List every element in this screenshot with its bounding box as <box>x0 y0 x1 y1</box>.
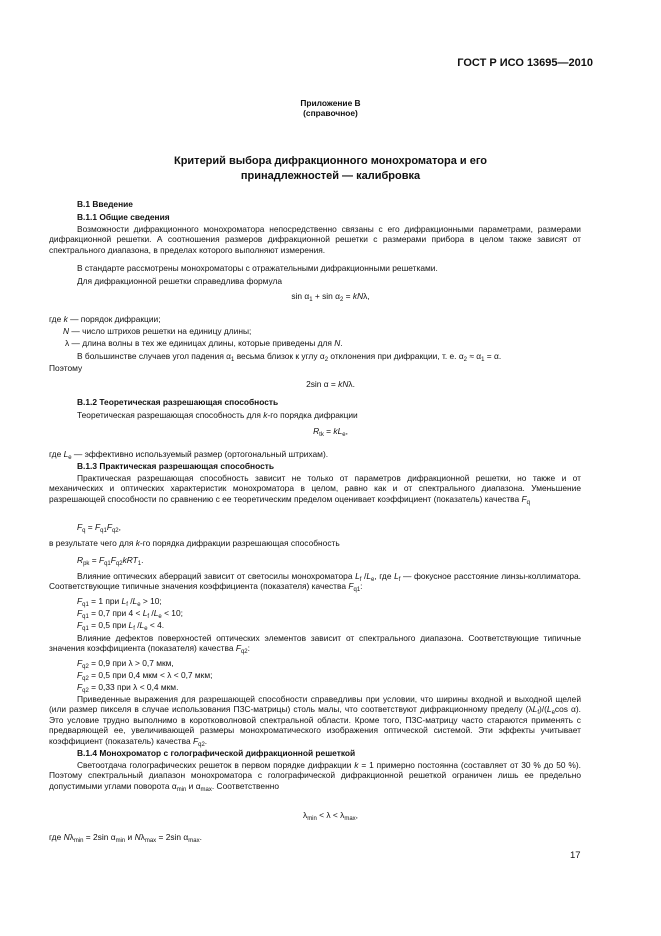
formula-practical: $R_{pk} = F_{q1}F_{q2}kRT_1$. <box>77 555 144 567</box>
value-fq2-2: $F_{q2} = 0,5$ при 0,4 мкм < λ < 0,7 мкм; <box>77 670 213 682</box>
formula-grating: $\sin \alpha_1 + \sin \alpha_2 = kN\lambda$, <box>291 291 370 303</box>
appendix-kind: (справочное) <box>303 108 358 118</box>
paragraph-b11-4b: Поэтому <box>49 363 83 373</box>
formula-theoretical: $R_{tk} = kL_e$, <box>313 426 348 438</box>
paragraph-b11-4: В большинстве случаев угол падения $\alpha_1$ весьма близок к углу $\alpha_2$ отклонения при дифракции, т. е. $\alpha_2 \approx \alpha_1 = \alpha$. <box>77 351 502 363</box>
section-b14-heading: В.1.4 Монохроматор с голографической дифракционной решеткой <box>77 748 356 758</box>
value-fq2-3: $F_{q2} = 0,33$ при λ < 0,4 мкм. <box>77 682 179 694</box>
value-fq1-3: $F_{q1} = 0,5$ при $L_f$ $/L_e < 4$. <box>77 620 165 632</box>
paragraph-b14-1: Светоотдача голографических решеток в первом порядке дифракции k = 1 примерно постоянна (составляет от 30 % до 50 %). Поэтому спектральный диапазон монохроматора с голографической дифракционной решеткой ограничен лишь ее предельно допустимыми углами поворота $\alpha_{min}$ и $\alpha_{max}$. Соответственно <box>49 760 581 793</box>
paragraph-b13-5: Приведенные выражения для разрешающей способности справедливы при условии, что ширины входной и выходной щелей (или размер пикселя в случае использования ПЗС-матрицы) столь малы, что соответствуют дифракционному пределу $(\lambda L_f)/(L_e\cos$ α). Это условие трудно выполнимо в коротковолновой спектральной области. Кроме того, ПЗС-матрицу часто стараются применять с предваряющей ее, увеличивающей размеры монохроматического изображения оптической системой. Эти эффекты учитывает коэффициент (показатель) качества $F_{q2}$. <box>49 694 581 748</box>
paragraph-b11-3: Для дифракционной решетки справедлива формула <box>77 276 283 286</box>
appendix-title: Приложение В <box>300 98 361 108</box>
paragraph-b13-2: в результате чего для k-го порядка дифракции разрешающая способность <box>49 538 340 548</box>
formula-angle: 2sin α = kNλ. <box>306 379 355 389</box>
paragraph-b11-2: В стандарте рассмотрены монохроматоры с отражательными дифракционными решетками. <box>77 263 438 273</box>
formula-quality: $F_q = F_{q1}F_{q2}$, <box>77 522 121 534</box>
where-lambda: λ — длина волны в тех же единицах длины, которые приведены для N. <box>65 338 343 348</box>
value-fq1-1: $F_{q1} = 1$ при $L_f$ $/L_e > 10$; <box>77 596 162 608</box>
page-number: 17 <box>570 850 581 861</box>
paragraph-b11-1: Возможности дифракционного монохроматора непосредственно связаны с его дифракционными параметрами, размерами дифракционной решетки. А соотношения размеров дифракционной решетки с размерами прибора в целом также зависят от спектрального диапазона, в пределах которого выполняют измерения. <box>49 224 581 255</box>
section-b11-heading: В.1.1 Общие сведения <box>77 212 170 222</box>
standard-header: ГОСТ Р ИСО 13695—2010 <box>457 57 593 69</box>
paragraph-b13-4: Влияние дефектов поверхностей оптических элементов зависит от спектрального диапазона. Соответствующие типичные значения коэффициента (показателя) качества $F_{q2}$: <box>49 633 581 656</box>
main-title-line2: принадлежностей — калибровка <box>240 170 421 182</box>
paragraph-b12-1: Теоретическая разрешающая способность для k-го порядка дифракции <box>77 410 358 420</box>
value-fq1-2: $F_{q1} = 0,7$ при $4 < L_f$ $/L_e < 10$; <box>77 608 183 620</box>
main-title-line1: Критерий выбора дифракционного монохроматора и его <box>173 155 487 167</box>
where-le: где $L_e$ — эффективно используемый размер (ортогональный штрихам). <box>49 449 329 461</box>
where-range: где $N\lambda_{min} = 2\sin$ $\alpha_{min}$ и $N\lambda_{max} = 2\sin$ $\alpha_{max}$. <box>49 832 202 844</box>
section-b1-heading: В.1 Введение <box>77 199 133 209</box>
value-fq2-1: $F_{q2} = 0,9$ при λ > 0,7 мкм, <box>77 658 174 670</box>
where-n: N — число штрихов решетки на единицу длины; <box>63 326 252 336</box>
section-b12-heading: В.1.2 Теоретическая разрешающая способность <box>77 397 279 407</box>
formula-range: $\lambda_{min} < \lambda < \lambda_{max}$, <box>303 810 358 822</box>
section-b13-heading: В.1.3 Практическая разрешающая способность <box>77 461 274 471</box>
paragraph-b13-3: Влияние оптических аберраций зависит от светосилы монохроматора $L_f$ $/L_e$, где $L_f$ — фокусное расстояние линзы-коллиматора. Соответствующие типичные значения коэффициента (показателя) качества $F_{q1}$: <box>49 571 582 594</box>
paragraph-b13-1: Практическая разрешающая способность зависит не только от параметров дифракционной решетки, но также и от механических и оптических характеристик монохроматора в целом, равно как и от спектрального диапазона. Уменьшение разрешающей способности по сравнению с ее теоретическим пределом оценивает коэффициент (показатель) качества $F_q$ <box>49 473 581 506</box>
where-k: где k — порядок дифракции; <box>49 314 161 324</box>
